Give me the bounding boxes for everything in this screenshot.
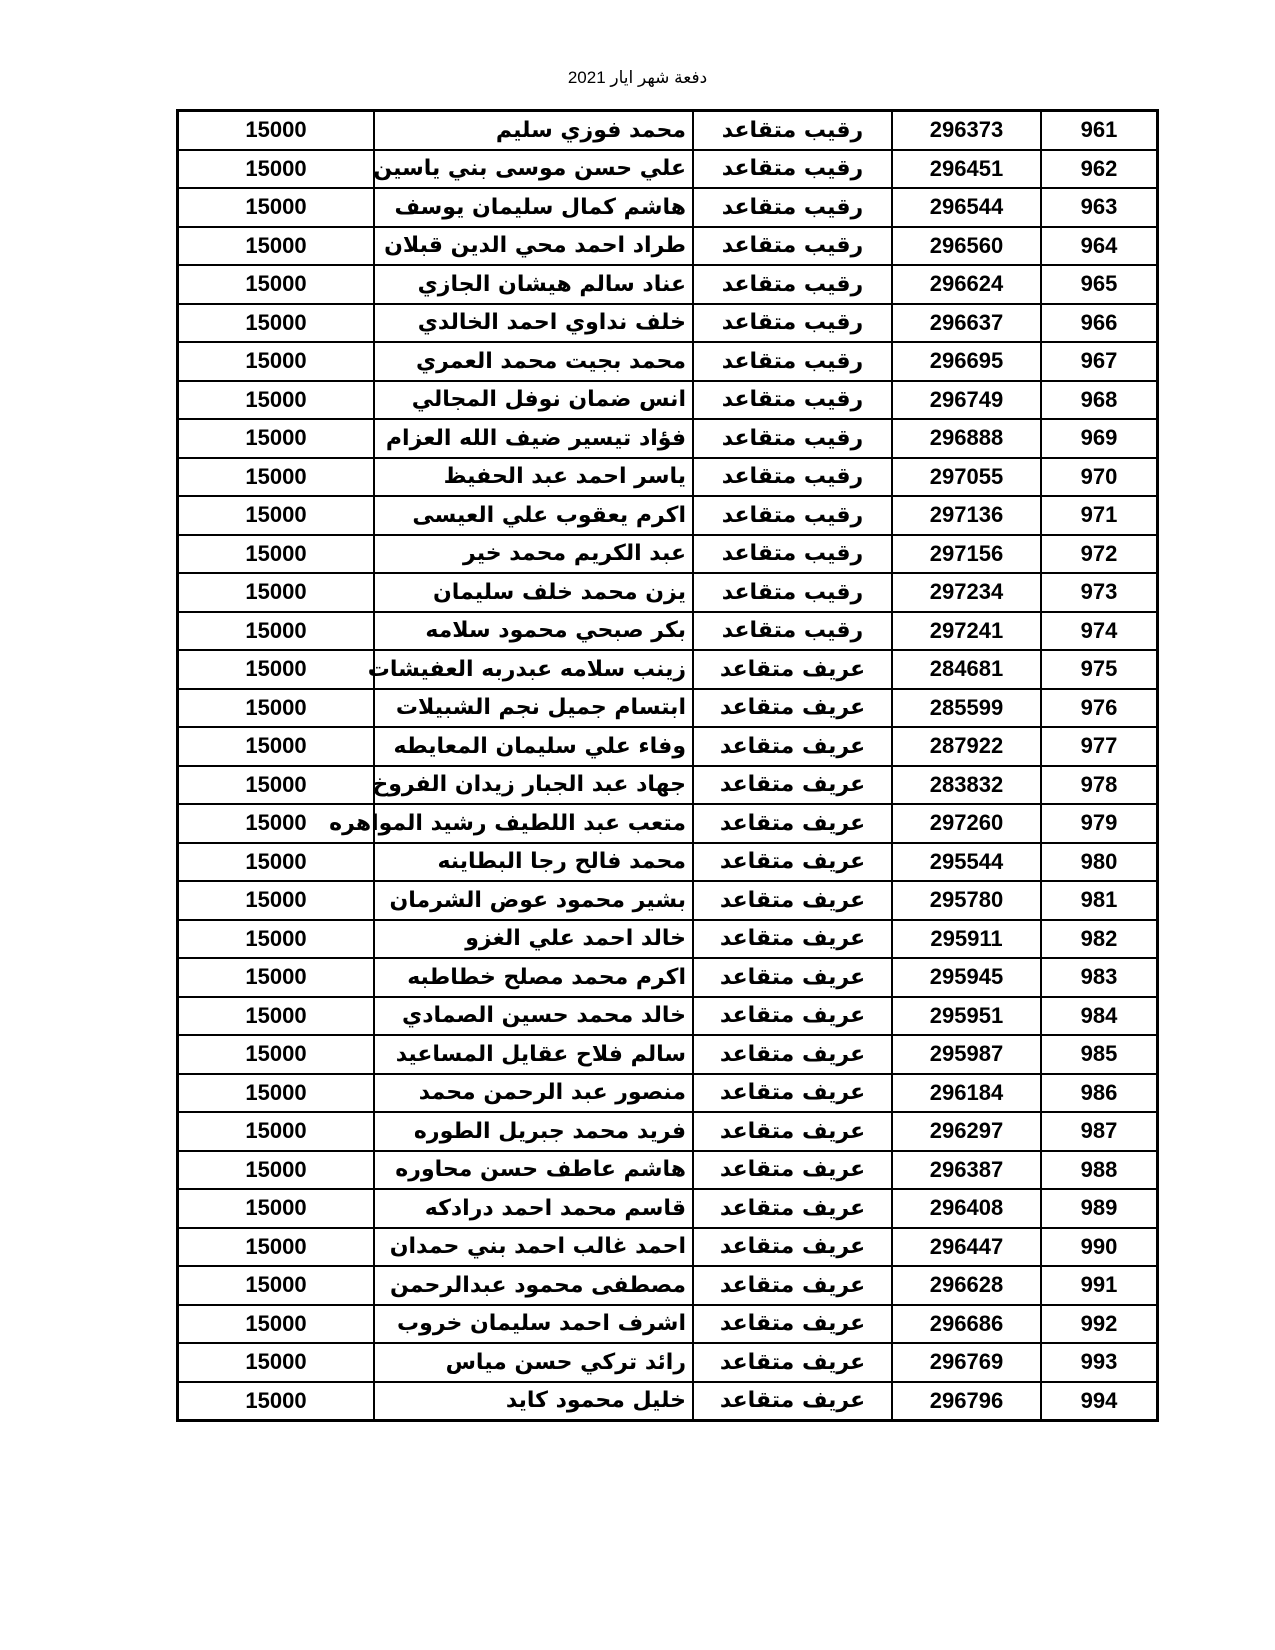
table-row (178, 227, 1158, 266)
amount-cell: 15000 (178, 612, 375, 651)
person-name-cell: احمد غالب احمد بني حمدان (374, 1228, 693, 1267)
military-number-cell: 296373 (892, 111, 1041, 150)
table-row (178, 881, 1158, 920)
table-row (178, 535, 1158, 574)
payment-table (176, 109, 1159, 1422)
serial-number-cell: 972 (1041, 535, 1158, 574)
serial-number-cell: 983 (1041, 958, 1158, 997)
amount-cell: 15000 (178, 804, 375, 843)
amount-cell: 15000 (178, 227, 375, 266)
person-name-cell: محمد فوزي سليم (374, 111, 693, 150)
table-body (178, 111, 1158, 1421)
amount-cell: 15000 (178, 997, 375, 1036)
rank-cell: رقيب متقاعد (693, 496, 892, 535)
military-number-cell: 297055 (892, 458, 1041, 497)
serial-number-cell: 985 (1041, 1035, 1158, 1074)
amount-cell: 15000 (178, 188, 375, 227)
serial-number-cell: 981 (1041, 881, 1158, 920)
military-number-cell: 297136 (892, 496, 1041, 535)
person-name-cell: محمد بجيت محمد العمري (374, 342, 693, 381)
person-name-cell: زينب سلامه عبدربه العفيشات (374, 650, 693, 689)
serial-number-cell: 994 (1041, 1382, 1158, 1421)
table-row (178, 265, 1158, 304)
amount-cell: 15000 (178, 342, 375, 381)
rank-cell: رقيب متقاعد (693, 573, 892, 612)
military-number-cell: 283832 (892, 766, 1041, 805)
serial-number-cell: 977 (1041, 727, 1158, 766)
rank-cell: عريف متقاعد (693, 689, 892, 728)
rank-cell: عريف متقاعد (693, 1343, 892, 1382)
serial-number-cell: 976 (1041, 689, 1158, 728)
military-number-cell: 296184 (892, 1074, 1041, 1113)
person-name-cell: خليل محمود كايد (374, 1382, 693, 1421)
person-name-cell: قاسم محمد احمد درادكه (374, 1189, 693, 1228)
military-number-cell: 296451 (892, 150, 1041, 189)
table-row (178, 304, 1158, 343)
military-number-cell: 296387 (892, 1151, 1041, 1190)
military-number-cell: 296560 (892, 227, 1041, 266)
military-number-cell: 297234 (892, 573, 1041, 612)
rank-cell: رقيب متقاعد (693, 458, 892, 497)
amount-cell: 15000 (178, 458, 375, 497)
serial-number-cell: 968 (1041, 381, 1158, 420)
rank-cell: رقيب متقاعد (693, 342, 892, 381)
serial-number-cell: 969 (1041, 419, 1158, 458)
person-name-cell: يزن محمد خلف سليمان (374, 573, 693, 612)
military-number-cell: 295951 (892, 997, 1041, 1036)
table-row (178, 727, 1158, 766)
rank-cell: عريف متقاعد (693, 1074, 892, 1113)
rank-cell: عريف متقاعد (693, 881, 892, 920)
serial-number-cell: 993 (1041, 1343, 1158, 1382)
person-name-cell: اشرف احمد سليمان خروب (374, 1305, 693, 1344)
military-number-cell: 296628 (892, 1266, 1041, 1305)
amount-cell: 15000 (178, 689, 375, 728)
table-row (178, 150, 1158, 189)
person-name-cell: عناد سالم هيشان الجازي (374, 265, 693, 304)
military-number-cell: 297260 (892, 804, 1041, 843)
rank-cell: عريف متقاعد (693, 1228, 892, 1267)
military-number-cell: 296749 (892, 381, 1041, 420)
table-row (178, 419, 1158, 458)
military-number-cell: 295780 (892, 881, 1041, 920)
rank-cell: عريف متقاعد (693, 997, 892, 1036)
amount-cell: 15000 (178, 496, 375, 535)
table-row (178, 1151, 1158, 1190)
amount-cell: 15000 (178, 727, 375, 766)
military-number-cell: 295945 (892, 958, 1041, 997)
rank-cell: عريف متقاعد (693, 1035, 892, 1074)
table-row (178, 1305, 1158, 1344)
table-row (178, 1189, 1158, 1228)
serial-number-cell: 992 (1041, 1305, 1158, 1344)
person-name-cell: هاشم كمال سليمان يوسف (374, 188, 693, 227)
rank-cell: عريف متقاعد (693, 766, 892, 805)
amount-cell: 15000 (178, 535, 375, 574)
person-name-cell: انس ضمان نوفل المجالي (374, 381, 693, 420)
amount-cell: 15000 (178, 881, 375, 920)
military-number-cell: 297156 (892, 535, 1041, 574)
person-name-cell: خلف نداوي احمد الخالدي (374, 304, 693, 343)
serial-number-cell: 990 (1041, 1228, 1158, 1267)
person-name-cell: سالم فلاح عقايل المساعيد (374, 1035, 693, 1074)
amount-cell: 15000 (178, 766, 375, 805)
table-row (178, 458, 1158, 497)
table-row (178, 804, 1158, 843)
rank-cell: رقيب متقاعد (693, 304, 892, 343)
person-name-cell: اكرم يعقوب علي العيسى (374, 496, 693, 535)
rank-cell: عريف متقاعد (693, 650, 892, 689)
amount-cell: 15000 (178, 920, 375, 959)
military-number-cell: 296769 (892, 1343, 1041, 1382)
serial-number-cell: 965 (1041, 265, 1158, 304)
page-title: دفعة شهر ايار 2021 (567, 68, 708, 87)
amount-cell: 15000 (178, 111, 375, 150)
rank-cell: عريف متقاعد (693, 1189, 892, 1228)
serial-number-cell: 978 (1041, 766, 1158, 805)
person-name-cell: هاشم عاطف حسن محاوره (374, 1151, 693, 1190)
table-row (178, 650, 1158, 689)
rank-cell: عريف متقاعد (693, 727, 892, 766)
rank-cell: رقيب متقاعد (693, 265, 892, 304)
serial-number-cell: 961 (1041, 111, 1158, 150)
serial-number-cell: 973 (1041, 573, 1158, 612)
table-row (178, 766, 1158, 805)
amount-cell: 15000 (178, 150, 375, 189)
person-name-cell: ابتسام جميل نجم الشبيلات (374, 689, 693, 728)
rank-cell: عريف متقاعد (693, 1112, 892, 1151)
amount-cell: 15000 (178, 419, 375, 458)
rank-cell: عريف متقاعد (693, 1151, 892, 1190)
table-row (178, 496, 1158, 535)
military-number-cell: 296447 (892, 1228, 1041, 1267)
person-name-cell: منصور عبد الرحمن محمد (374, 1074, 693, 1113)
table-row (178, 342, 1158, 381)
table-row (178, 188, 1158, 227)
amount-cell: 15000 (178, 1035, 375, 1074)
person-name-cell: اكرم محمد مصلح خطاطبه (374, 958, 693, 997)
serial-number-cell: 984 (1041, 997, 1158, 1036)
person-name-cell: علي حسن موسى بني ياسين (374, 150, 693, 189)
amount-cell: 15000 (178, 1189, 375, 1228)
person-name-cell: مصطفى محمود عبدالرحمن (374, 1266, 693, 1305)
person-name-cell: متعب عبد اللطيف رشيد المواهره (374, 804, 693, 843)
military-number-cell: 287922 (892, 727, 1041, 766)
rank-cell: رقيب متقاعد (693, 227, 892, 266)
amount-cell: 15000 (178, 1074, 375, 1113)
table-row (178, 111, 1158, 150)
table-row (178, 612, 1158, 651)
person-name-cell: عبد الكريم محمد خير (374, 535, 693, 574)
military-number-cell: 295911 (892, 920, 1041, 959)
table-row (178, 1266, 1158, 1305)
serial-number-cell: 970 (1041, 458, 1158, 497)
military-number-cell: 284681 (892, 650, 1041, 689)
table-row (178, 1112, 1158, 1151)
table-row (178, 958, 1158, 997)
serial-number-cell: 963 (1041, 188, 1158, 227)
military-number-cell: 296297 (892, 1112, 1041, 1151)
military-number-cell: 296695 (892, 342, 1041, 381)
amount-cell: 15000 (178, 958, 375, 997)
person-name-cell: محمد فالح رجا البطاينه (374, 843, 693, 882)
serial-number-cell: 974 (1041, 612, 1158, 651)
table-row (178, 1343, 1158, 1382)
table-row (178, 1382, 1158, 1421)
person-name-cell: وفاء علي سليمان المعايطه (374, 727, 693, 766)
rank-cell: عريف متقاعد (693, 1382, 892, 1421)
rank-cell: رقيب متقاعد (693, 612, 892, 651)
military-number-cell: 296888 (892, 419, 1041, 458)
military-number-cell: 296408 (892, 1189, 1041, 1228)
serial-number-cell: 988 (1041, 1151, 1158, 1190)
rank-cell: رقيب متقاعد (693, 188, 892, 227)
table-row (178, 381, 1158, 420)
table-row (178, 1035, 1158, 1074)
rank-cell: عريف متقاعد (693, 1266, 892, 1305)
amount-cell: 15000 (178, 1343, 375, 1382)
military-number-cell: 297241 (892, 612, 1041, 651)
person-name-cell: خالد احمد علي الغزو (374, 920, 693, 959)
military-number-cell: 295544 (892, 843, 1041, 882)
military-number-cell: 296796 (892, 1382, 1041, 1421)
rank-cell: رقيب متقاعد (693, 419, 892, 458)
person-name-cell: ياسر احمد عبد الحفيظ (374, 458, 693, 497)
person-name-cell: جهاد عبد الجبار زيدان الفروخ (374, 766, 693, 805)
military-number-cell: 295987 (892, 1035, 1041, 1074)
rank-cell: رقيب متقاعد (693, 381, 892, 420)
serial-number-cell: 979 (1041, 804, 1158, 843)
amount-cell: 15000 (178, 1266, 375, 1305)
person-name-cell: بكر صبحي محمود سلامه (374, 612, 693, 651)
serial-number-cell: 980 (1041, 843, 1158, 882)
table-row (178, 997, 1158, 1036)
serial-number-cell: 964 (1041, 227, 1158, 266)
amount-cell: 15000 (178, 381, 375, 420)
serial-number-cell: 989 (1041, 1189, 1158, 1228)
amount-cell: 15000 (178, 1151, 375, 1190)
amount-cell: 15000 (178, 1228, 375, 1267)
rank-cell: رقيب متقاعد (693, 150, 892, 189)
serial-number-cell: 991 (1041, 1266, 1158, 1305)
serial-number-cell: 986 (1041, 1074, 1158, 1113)
rank-cell: رقيب متقاعد (693, 535, 892, 574)
serial-number-cell: 966 (1041, 304, 1158, 343)
serial-number-cell: 975 (1041, 650, 1158, 689)
amount-cell: 15000 (178, 304, 375, 343)
table-row (178, 573, 1158, 612)
person-name-cell: فريد محمد جبريل الطوره (374, 1112, 693, 1151)
amount-cell: 15000 (178, 1382, 375, 1421)
amount-cell: 15000 (178, 265, 375, 304)
military-number-cell: 296686 (892, 1305, 1041, 1344)
person-name-cell: بشير محمود عوض الشرمان (374, 881, 693, 920)
table-row (178, 920, 1158, 959)
table-row (178, 1228, 1158, 1267)
rank-cell: رقيب متقاعد (693, 111, 892, 150)
person-name-cell: خالد محمد حسين الصمادي (374, 997, 693, 1036)
person-name-cell: فؤاد تيسير ضيف الله العزام (374, 419, 693, 458)
military-number-cell: 285599 (892, 689, 1041, 728)
rank-cell: عريف متقاعد (693, 843, 892, 882)
amount-cell: 15000 (178, 1112, 375, 1151)
person-name-cell: رائد تركي حسن مياس (374, 1343, 693, 1382)
serial-number-cell: 967 (1041, 342, 1158, 381)
table-row (178, 843, 1158, 882)
amount-cell: 15000 (178, 1305, 375, 1344)
serial-number-cell: 987 (1041, 1112, 1158, 1151)
person-name-cell: طراد احمد محي الدين قبلان (374, 227, 693, 266)
table-row (178, 689, 1158, 728)
military-number-cell: 296637 (892, 304, 1041, 343)
amount-cell: 15000 (178, 650, 375, 689)
serial-number-cell: 971 (1041, 496, 1158, 535)
serial-number-cell: 962 (1041, 150, 1158, 189)
serial-number-cell: 982 (1041, 920, 1158, 959)
amount-cell: 15000 (178, 843, 375, 882)
table-row (178, 1074, 1158, 1113)
rank-cell: عريف متقاعد (693, 804, 892, 843)
amount-cell: 15000 (178, 573, 375, 612)
rank-cell: عريف متقاعد (693, 920, 892, 959)
rank-cell: عريف متقاعد (693, 1305, 892, 1344)
military-number-cell: 296544 (892, 188, 1041, 227)
military-number-cell: 296624 (892, 265, 1041, 304)
rank-cell: عريف متقاعد (693, 958, 892, 997)
